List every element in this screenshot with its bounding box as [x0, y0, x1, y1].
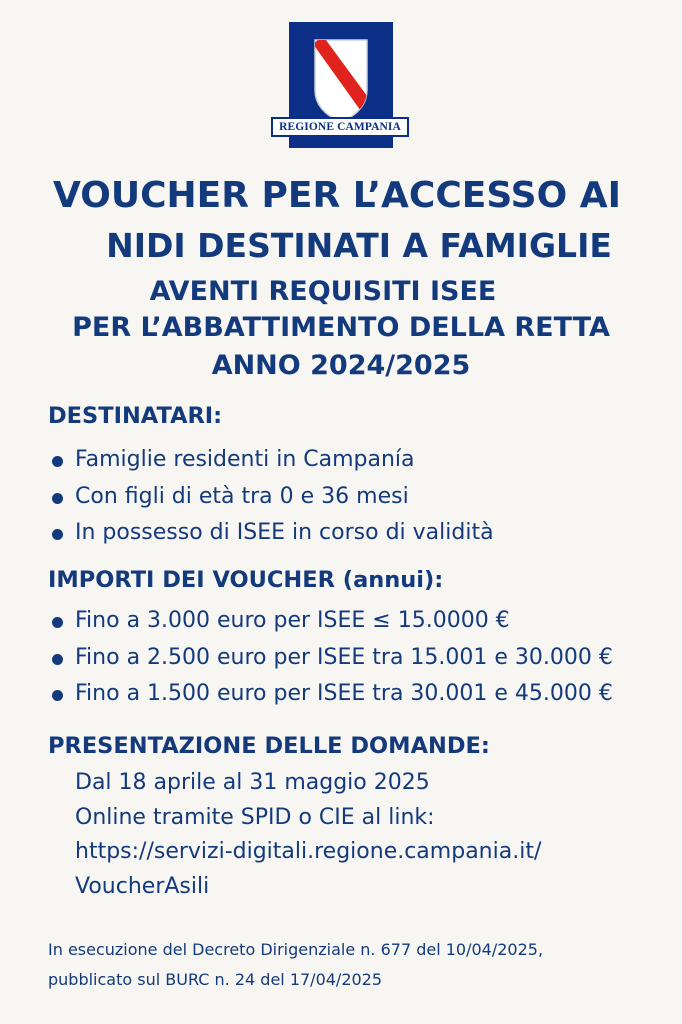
bullet-icon	[52, 654, 63, 665]
importi-list	[52, 604, 613, 714]
presentazione-heading: PRESENTAZIONE DELLE DOMANDE:	[48, 733, 490, 759]
bullet-icon	[52, 529, 63, 540]
list-item-text: Fino a 3.000 euro per ISEE ≤ 15.0000 €	[75, 608, 510, 633]
list-item-text: Famiglie residenti in Campanía	[75, 447, 415, 472]
importi-heading: IMPORTI DEI VOUCHER (annui):	[48, 567, 444, 593]
presentazione-link-cont: VoucherAsili	[75, 873, 210, 899]
list-item	[52, 516, 494, 553]
title-line-3: AVENTI REQUISITI ISEE	[149, 276, 497, 307]
title-line-1: VOUCHER PER L’ACCESSO AI	[53, 175, 621, 216]
list-item-text: Fino a 2.500 euro per ISEE tra 15.001 e 30.000 €	[75, 644, 613, 670]
title-year: ANNO 2024/2025	[211, 350, 471, 381]
list-item-text: Fino a 1.500 euro per ISEE tra 30.001 e 45.000 €	[75, 681, 613, 706]
presentazione-dates: Dal 18 aprile al 31 maggio 2025	[75, 770, 430, 795]
title-line-2: NIDI DESTINATI A FAMIGLIE	[106, 226, 612, 265]
title-line-4: PER L’ABBATTIMENTO DELLA RETTA	[72, 312, 610, 343]
logo-label: REGIONE CAMPANIA	[271, 117, 409, 137]
destinatari-list	[52, 443, 494, 553]
list-item	[52, 677, 613, 714]
list-item	[52, 604, 613, 641]
bullet-icon	[52, 690, 63, 701]
list-item-text: In possesso di ISEE in corso di validità	[75, 520, 494, 545]
destinatari-heading: DESTINATARI:	[48, 403, 223, 429]
presentazione-lines	[75, 766, 541, 904]
list-item-text: Con figli di età tra 0 e 36 mesi	[75, 483, 409, 509]
list-item	[52, 443, 494, 480]
bullet-icon	[52, 456, 63, 467]
footer-note	[48, 935, 543, 995]
presentazione-link: https://servizi-digitali.regione.campania.it/	[75, 839, 542, 864]
presentazione-method: Online tramite SPID o CIE al link:	[75, 804, 435, 830]
footer-line-1: In esecuzione del Decreto Dirigenziale n. 677 del 10/04/2025,	[48, 940, 544, 959]
list-item	[52, 480, 494, 517]
bullet-icon	[52, 493, 63, 504]
footer-line-2: pubblicato sul BURC n. 24 del 17/04/2025	[48, 970, 383, 989]
bullet-icon	[52, 617, 63, 628]
list-item	[52, 641, 613, 678]
shield-emblem-icon	[313, 38, 369, 124]
